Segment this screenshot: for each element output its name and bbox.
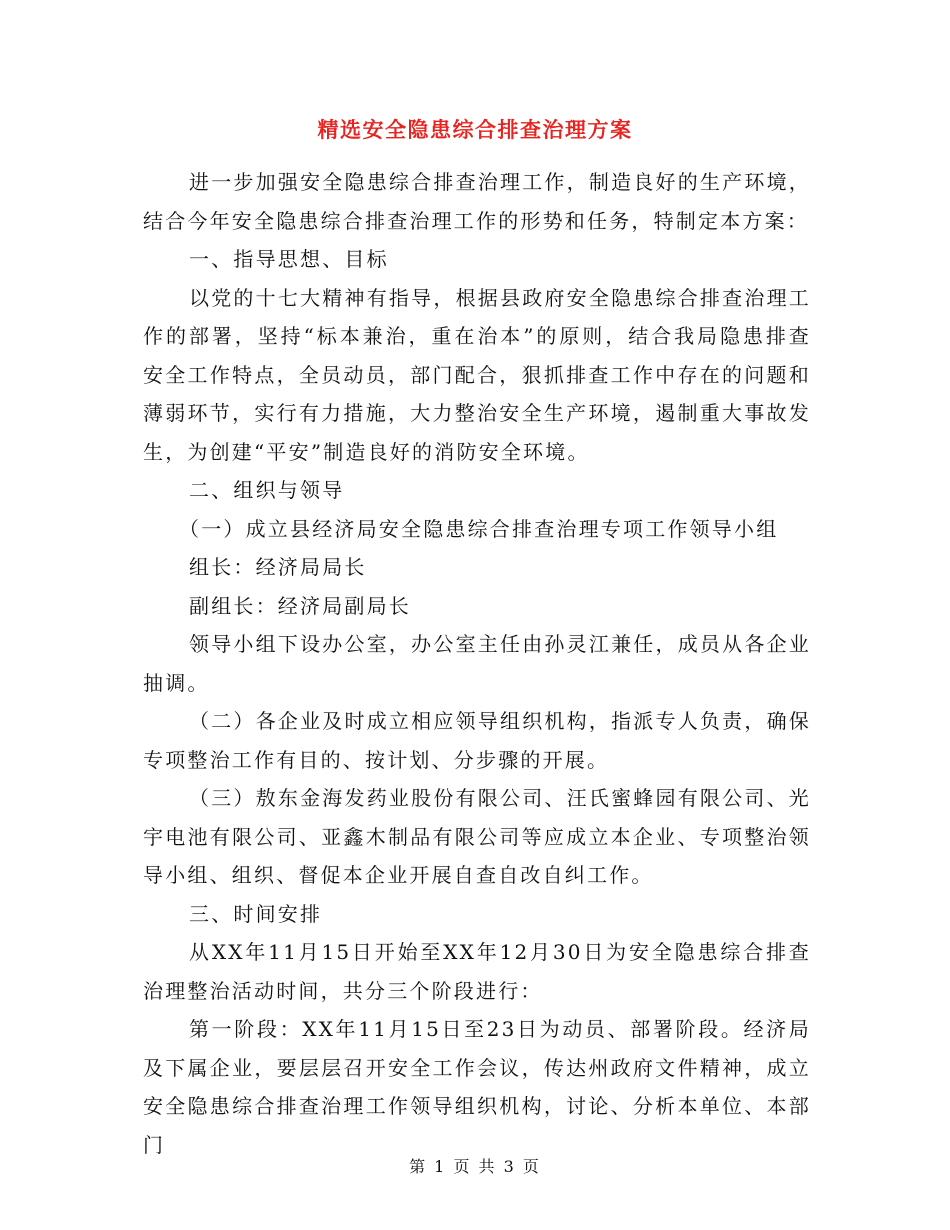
subsection-1: （一）成立县经济局安全隐患综合排查治理专项工作领导小组 <box>179 516 779 541</box>
paragraph-guiding-thought: 以党的十七大精神有指导，根据县政府安全隐患综合排查治理工作的部署，坚持“标本兼治，重在治本”的原则，结合我局隐患排查安全工作特点，全员动员，部门配合，狠抓排查工作中存在的问题和薄弱环节，实行有力措施，大力整治安全生产环境，遏制重大事故发生，为创建“平安”制造良好的消防安全环境。 <box>143 285 811 464</box>
paragraph-group-leader: 组长：经济局局长 <box>189 555 367 579</box>
document-title: 精选安全隐患综合排查治理方案 <box>317 118 633 142</box>
section-heading-1: 一、指导思想、目标 <box>189 247 389 271</box>
paragraph-deputy-leader: 副组长：经济局副局长 <box>189 593 411 618</box>
paragraph-phase-1: 第一阶段：XX年11月15日至23日为动员、部署阶段。经济局及下属企业，要层层召开安全工作会议，传达州政府文件精神，成立安全隐患综合排查治理工作领导组织机构，讨论、分析本单位、本部门 <box>143 1017 811 1157</box>
paragraph-schedule: 从XX年11月15日开始至XX年12月30日为安全隐患综合排查治理整治活动时间，共分三个阶段进行： <box>143 940 811 1003</box>
subsection-3: （三）敖东金海发药业股份有限公司、汪氏蜜蜂园有限公司、光宇电池有限公司、亚鑫木制品有限公司等应成立本企业、专项整治领导小组、组织、督促本企业开展自查自改自纠工作。 <box>143 786 811 887</box>
subsection-2: （二）各企业及时成立相应领导组织机构，指派专人负责，确保专项整治工作有目的、按计划、分步骤的开展。 <box>143 709 811 772</box>
section-heading-3: 三、时间安排 <box>189 901 323 926</box>
paragraph-office: 领导小组下设办公室，办公室主任由孙灵江兼任，成员从各企业抽调。 <box>143 632 811 695</box>
document-body <box>143 163 811 1164</box>
page-footer: 第 1 页 共 3 页 <box>409 1157 541 1176</box>
paragraph-intro: 进一步加强安全隐患综合排查治理工作，制造良好的生产环境，结合今年安全隐患综合排查治理工作的形势和任务，特制定本方案： <box>143 170 811 233</box>
section-heading-2: 二、组织与领导 <box>189 478 345 502</box>
